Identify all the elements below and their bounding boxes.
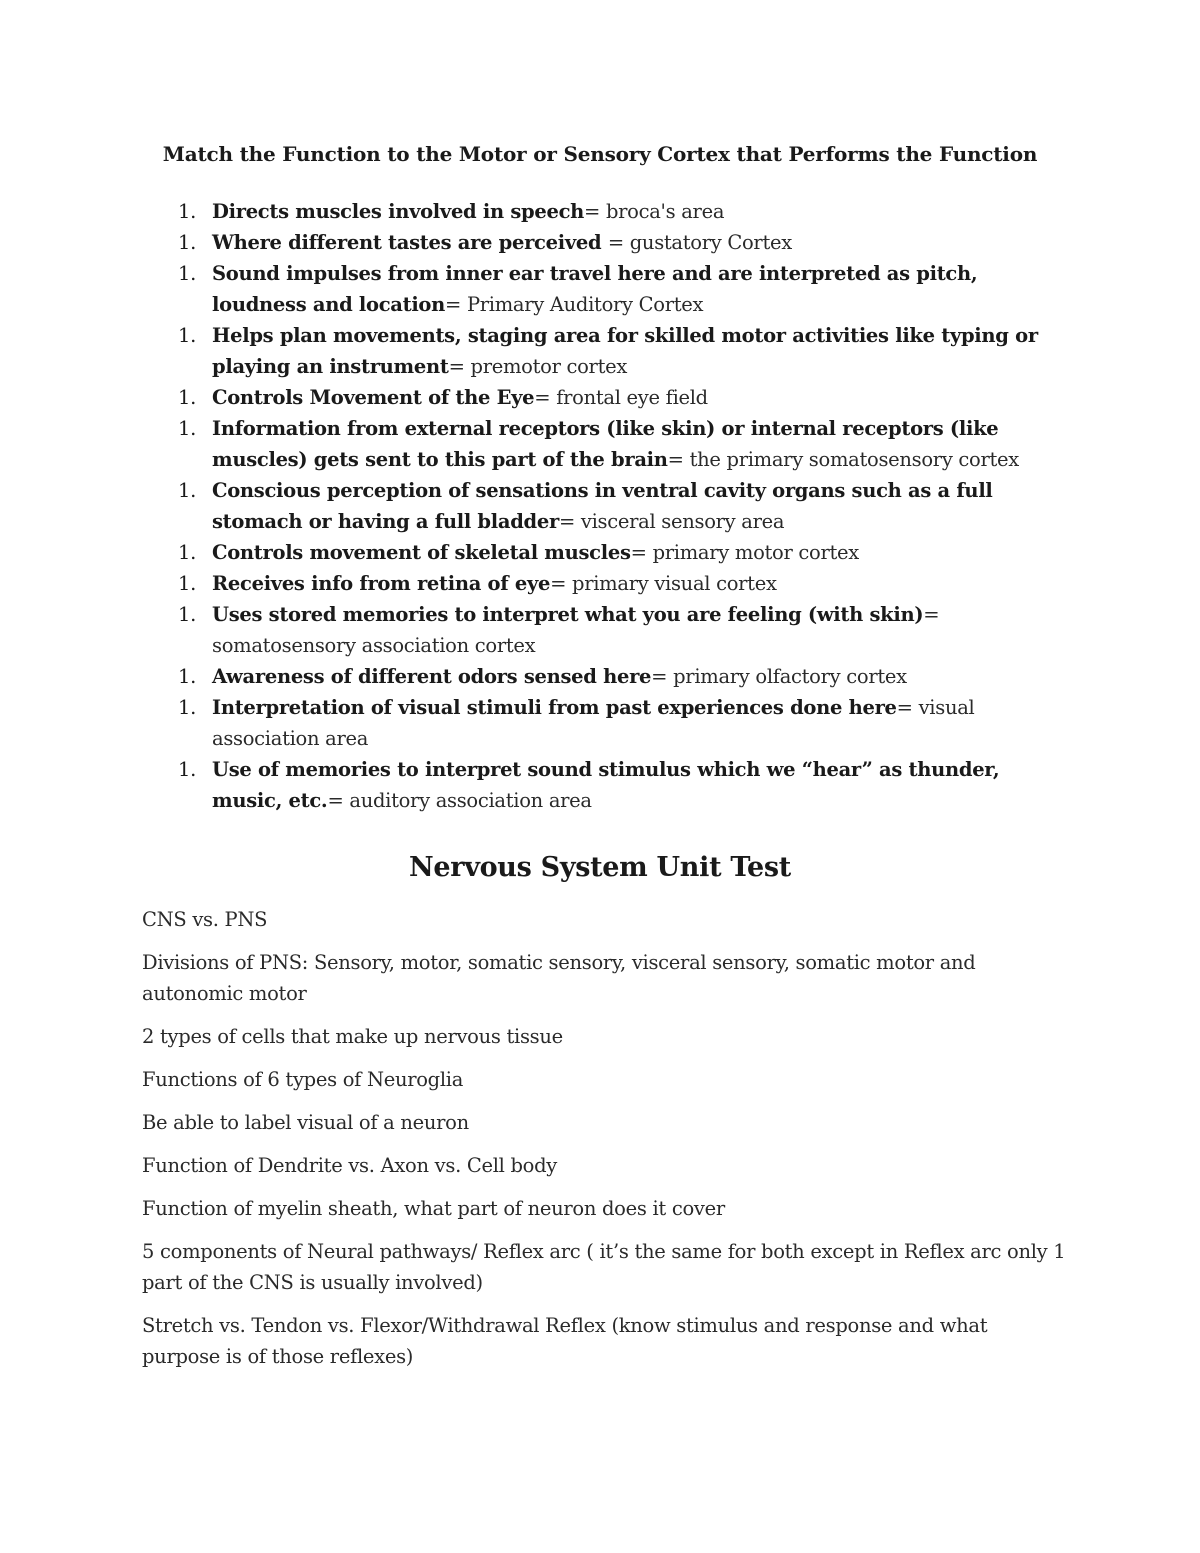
question-text: Helps plan movements, staging area for skilled motor activities like typing or playing an instrument xyxy=(212,324,1038,378)
item-number: 1. xyxy=(178,231,197,254)
list-item xyxy=(160,661,1070,692)
item-number: 1. xyxy=(178,541,197,564)
match-list xyxy=(160,196,1070,816)
question-text: Sound impulses from inner ear travel here and are interpreted as pitch, loudness and location xyxy=(212,262,978,316)
item-number: 1. xyxy=(178,696,197,719)
topic-item: Divisions of PNS: Sensory, motor, somatic sensory, visceral sensory, somatic motor and autonomic motor xyxy=(142,951,976,1005)
list-item xyxy=(160,196,1070,227)
question-text: Conscious perception of sensations in ventral cavity organs such as a full stomach or having a full bladder xyxy=(212,479,993,533)
question-text: Receives info from retina of eye xyxy=(212,572,551,595)
item-number: 1. xyxy=(178,479,197,502)
answer-text: = primary motor cortex xyxy=(630,541,859,564)
question-text: Use of memories to interpret sound stimulus which we “hear” as thunder, music, etc. xyxy=(212,758,1000,812)
answer-text: = the primary somatosensory cortex xyxy=(667,448,1019,471)
item-number: 1. xyxy=(178,758,197,781)
list-item xyxy=(160,754,1070,816)
item-number: 1. xyxy=(178,262,197,285)
topic-item: CNS vs. PNS xyxy=(142,908,268,931)
answer-text: = visual association area xyxy=(212,696,975,750)
answer-text: = primary visual cortex xyxy=(550,572,777,595)
question-text: Controls Movement of the Eye xyxy=(212,386,535,409)
item-number: 1. xyxy=(178,572,197,595)
list-item xyxy=(160,475,1070,537)
answer-text: = primary olfactory cortex xyxy=(651,665,907,688)
list-item xyxy=(160,258,1070,320)
item-number: 1. xyxy=(178,417,197,440)
question-text: Awareness of different odors sensed here xyxy=(212,665,652,688)
unit-title: Nervous System Unit Test xyxy=(409,852,791,883)
answer-text: = Primary Auditory Cortex xyxy=(445,293,704,316)
topic-item: Function of myelin sheath, what part of neuron does it cover xyxy=(142,1197,725,1220)
item-number: 1. xyxy=(178,324,197,347)
list-item xyxy=(160,599,1070,661)
list-item xyxy=(160,537,1070,568)
question-text: Interpretation of visual stimuli from past experiences done here xyxy=(212,696,897,719)
topic-item: Be able to label visual of a neuron xyxy=(142,1111,469,1134)
topic-item: 2 types of cells that make up nervous tissue xyxy=(142,1025,563,1048)
answer-text: = premotor cortex xyxy=(448,355,628,378)
topics-list xyxy=(142,904,1067,1384)
list-item xyxy=(160,320,1070,382)
section-title: Match the Function to the Motor or Sensory Cortex that Performs the Function xyxy=(162,142,1038,166)
answer-text: = auditory association area xyxy=(327,789,592,812)
item-number: 1. xyxy=(178,200,197,223)
item-number: 1. xyxy=(178,665,197,688)
question-text: Directs muscles involved in speech xyxy=(212,200,585,223)
list-item xyxy=(160,227,1070,258)
list-item xyxy=(160,413,1070,475)
answer-text: = gustatory Cortex xyxy=(607,231,792,254)
answer-text: = broca's area xyxy=(584,200,725,223)
topic-item: Function of Dendrite vs. Axon vs. Cell body xyxy=(142,1154,558,1177)
answer-text: = visceral sensory area xyxy=(558,510,785,533)
question-text: Information from external receptors (like skin) or internal receptors (like muscles) gets sent to this part of the brain xyxy=(212,417,999,471)
list-item xyxy=(160,382,1070,413)
question-text: Controls movement of skeletal muscles xyxy=(212,541,631,564)
answer-text: = somatosensory association cortex xyxy=(212,603,940,657)
topic-item: Stretch vs. Tendon vs. Flexor/Withdrawal Reflex (know stimulus and response and what purpose is of those reflexes) xyxy=(142,1314,988,1368)
item-number: 1. xyxy=(178,386,197,409)
list-item xyxy=(160,568,1070,599)
topic-item: 5 components of Neural pathways/ Reflex arc ( it’s the same for both except in Reflex arc only 1 part of the CNS is usually involved) xyxy=(142,1240,1066,1294)
topic-item: Functions of 6 types of Neuroglia xyxy=(142,1068,464,1091)
item-number: 1. xyxy=(178,603,197,626)
answer-text: = frontal eye field xyxy=(534,386,708,409)
question-text: Uses stored memories to interpret what you are feeling (with skin) xyxy=(212,603,924,626)
list-item xyxy=(160,692,1070,754)
question-text: Where different tastes are perceived xyxy=(212,231,608,254)
